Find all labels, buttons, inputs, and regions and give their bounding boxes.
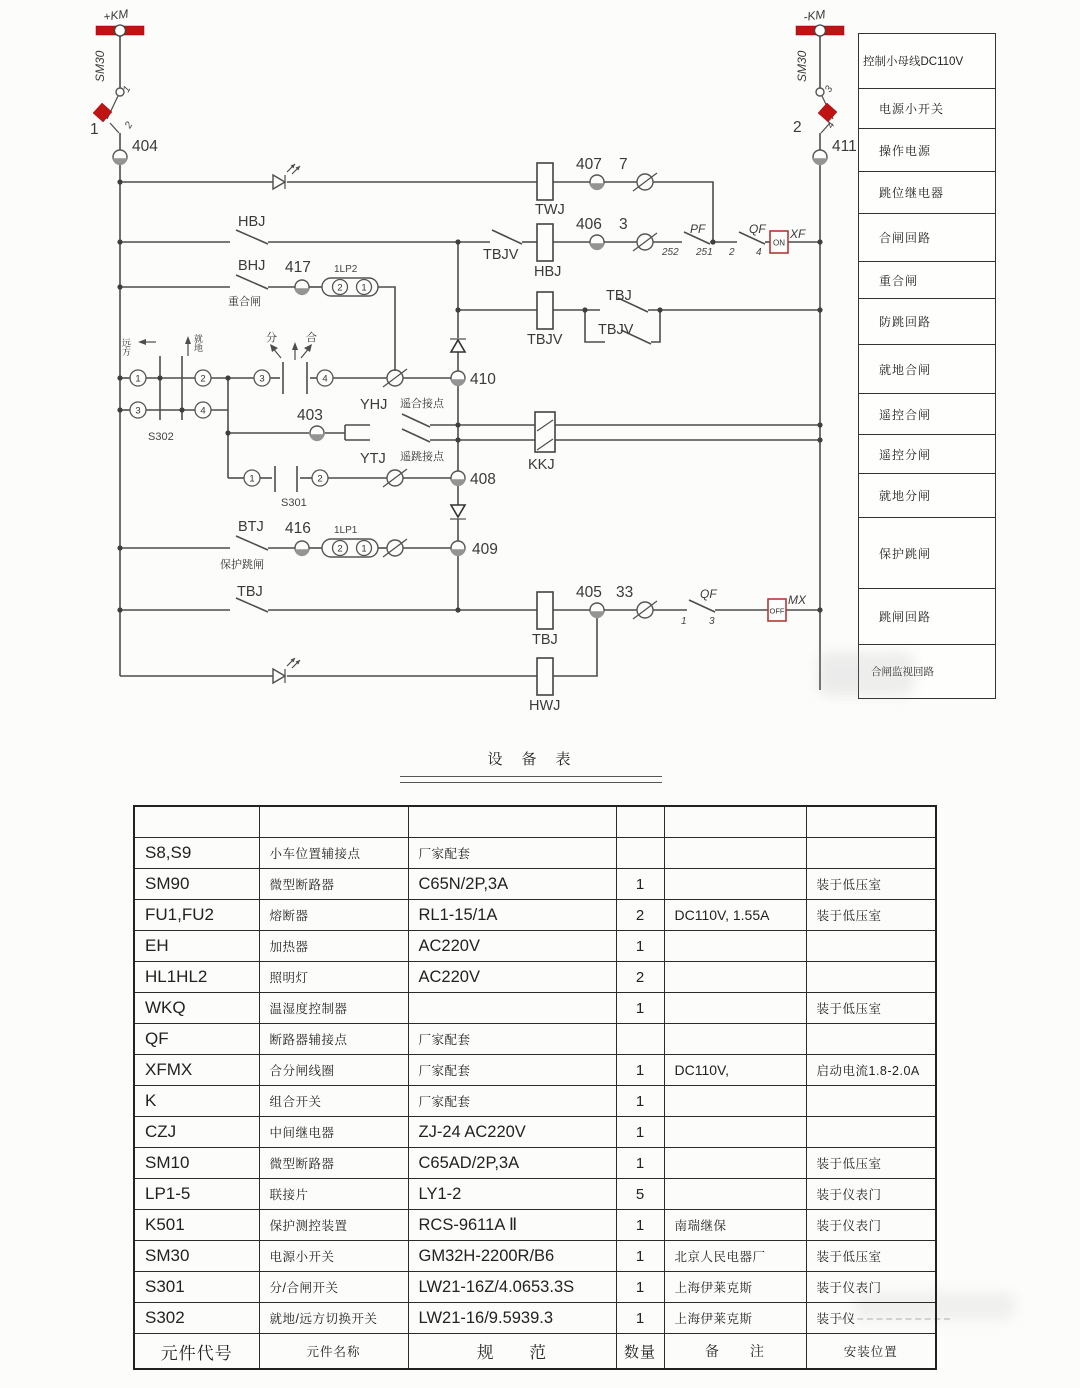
- cell-code: XFMX: [134, 1055, 259, 1086]
- note-label: 合: [306, 332, 317, 344]
- legend-row-label: 保护跳闸: [879, 546, 932, 561]
- link-term: 2: [337, 543, 343, 555]
- terminal-num: 404: [132, 138, 158, 155]
- contact-label: QF: [700, 587, 717, 601]
- twj-coil: [537, 163, 553, 200]
- link-term: 1: [361, 282, 367, 294]
- header-name: 元件名称: [259, 1334, 408, 1370]
- legend-row: [859, 644, 995, 698]
- switch-term: 2: [317, 473, 323, 485]
- cell-remark: 上海伊莱克斯: [664, 1272, 806, 1303]
- legend-row: [859, 393, 995, 434]
- cell-code: QF: [134, 1024, 259, 1055]
- legend-row: [859, 88, 995, 128]
- cell-name: 熔断器: [259, 900, 408, 931]
- switch-term: 4: [322, 373, 328, 385]
- coil-label: XF: [790, 227, 806, 241]
- header-qty: 数量: [616, 1334, 664, 1370]
- cell-name: 联接片: [259, 1179, 408, 1210]
- cell-remark: [664, 962, 806, 993]
- cell-location: 装于低压室: [806, 900, 936, 931]
- cell-name: 组合开关: [259, 1086, 408, 1117]
- cell-remark: [664, 1148, 806, 1179]
- cell-remark: 上海伊莱克斯: [664, 1303, 806, 1334]
- cell-remark: [664, 1086, 806, 1117]
- legend-row-label: 就地合闸: [879, 362, 932, 377]
- table-row: [134, 838, 936, 869]
- lamp-icon: [273, 164, 300, 189]
- pole-num: 2: [793, 119, 802, 136]
- cell-remark: [664, 869, 806, 900]
- cell-name: 合分闸线圈: [259, 1055, 408, 1086]
- cell-spec: C65AD/2P,3A: [408, 1148, 616, 1179]
- cell-code: WKQ: [134, 993, 259, 1024]
- cell-name: 小车位置辅接点: [259, 838, 408, 869]
- terminal-num: 416: [285, 520, 311, 537]
- legend-row: [859, 473, 995, 517]
- relay-label: HWJ: [529, 698, 561, 714]
- contact-num: 2: [123, 120, 136, 131]
- legend-row: [859, 298, 995, 344]
- cell-code: LP1-5: [134, 1179, 259, 1210]
- cell-spec: 厂家配套: [408, 1055, 616, 1086]
- switch-label: S302: [148, 431, 174, 443]
- cell-spec: 厂家配套: [408, 1024, 616, 1055]
- legend-row-label: 合闸回路: [879, 231, 932, 245]
- terminal-num: 417: [285, 259, 311, 276]
- cell-location: 启动电流1.8-2.0A: [806, 1055, 936, 1086]
- sm30-left-breaker: [93, 103, 112, 122]
- note-label: 保护跳闸: [220, 559, 264, 571]
- legend-row: [859, 434, 995, 473]
- sm30-right-breaker: [818, 103, 837, 122]
- contact-label: TBJV: [598, 322, 634, 338]
- cell-code: HL1HL2: [134, 962, 259, 993]
- cell-location: [806, 1024, 936, 1055]
- legend-panel: [858, 33, 996, 699]
- switch-term: 3: [135, 405, 141, 417]
- link-1lp1: [322, 539, 378, 557]
- table-header-row: [134, 1334, 936, 1370]
- contact-label: BTJ: [238, 519, 264, 535]
- cell-qty: [616, 1024, 664, 1055]
- contact-num: 3: [823, 84, 836, 95]
- cell-name: 加热器: [259, 931, 408, 962]
- bus-label: +KM: [102, 6, 130, 24]
- switch-term: 4: [200, 405, 206, 417]
- lamp-icon: [273, 658, 300, 683]
- contact-label: TBJ: [606, 288, 632, 304]
- cell-name: 微型断路器: [259, 869, 408, 900]
- link-term: 2: [337, 282, 343, 294]
- diode-icon: [450, 505, 466, 519]
- legend-row: [859, 213, 995, 261]
- switch-label: S301: [281, 497, 307, 509]
- symbols-group: [93, 25, 844, 695]
- link-label: 1LP2: [334, 264, 358, 275]
- legend-row-label: 防跳回路: [879, 315, 932, 329]
- table-row: [134, 1086, 936, 1117]
- cell-spec: [408, 993, 616, 1024]
- header-location: 安装位置: [806, 1334, 936, 1370]
- cell-location: 装于低压室: [806, 993, 936, 1024]
- cell-remark: [664, 838, 806, 869]
- note-label: 就地: [193, 334, 203, 352]
- relay-label: KKJ: [528, 457, 555, 473]
- cell-qty: 1: [616, 1303, 664, 1334]
- cell-location: 装于低压室: [806, 1148, 936, 1179]
- cell-spec: LW21-16Z/4.0653.3S: [408, 1272, 616, 1303]
- relay-label: TBJV: [527, 332, 563, 348]
- contact-num: 1: [681, 616, 687, 627]
- contact-num: 4: [756, 247, 762, 258]
- legend-row-label: 跳位继电器: [879, 186, 945, 200]
- cell-qty: 1: [616, 1148, 664, 1179]
- cell-qty: 1: [616, 931, 664, 962]
- switch-term: 3: [259, 373, 265, 385]
- cell-qty: 2: [616, 962, 664, 993]
- contact-label: YHJ: [360, 397, 388, 413]
- contact-num: 1: [121, 84, 134, 95]
- cell-name: 照明灯: [259, 962, 408, 993]
- terminal-num: 403: [297, 407, 323, 424]
- link-1lp2: [322, 278, 378, 296]
- cell-code: S301: [134, 1272, 259, 1303]
- contact-num: 252: [662, 247, 679, 258]
- cell-remark: [664, 1024, 806, 1055]
- table-row: [134, 931, 936, 962]
- legend-row: [859, 588, 995, 644]
- contact-num: 7: [619, 156, 628, 173]
- contact-num: 4: [825, 120, 838, 131]
- legend-row-label: 遥控分闸: [879, 447, 932, 462]
- contact-label: QF: [749, 222, 766, 236]
- cell-location: [806, 806, 936, 838]
- contact-label: HBJ: [238, 214, 266, 230]
- terminal-num: 409: [472, 541, 498, 558]
- cell-location: 装于仪表门: [806, 1179, 936, 1210]
- legend-row: [859, 261, 995, 298]
- cell-qty: [616, 838, 664, 869]
- table-row: [134, 1179, 936, 1210]
- cell-spec: RL1-15/1A: [408, 900, 616, 931]
- cell-location: [806, 931, 936, 962]
- header-spec: 规 范: [408, 1334, 616, 1370]
- wires-group: [107, 36, 833, 690]
- cell-qty: 1: [616, 1210, 664, 1241]
- contact-num: 3: [619, 216, 628, 233]
- contact-label: TBJV: [483, 247, 519, 263]
- cell-spec: LW21-16/9.5939.3: [408, 1303, 616, 1334]
- header-remark: 备 注: [664, 1334, 806, 1370]
- cell-qty: 1: [616, 1055, 664, 1086]
- contact-label: TBJ: [237, 584, 263, 600]
- relay-label: HBJ: [534, 264, 562, 280]
- cell-location: [806, 838, 936, 869]
- cell-code: SM10: [134, 1148, 259, 1179]
- cell-name: 分/合闸开关: [259, 1272, 408, 1303]
- cell-qty: 2: [616, 900, 664, 931]
- cell-spec: 厂家配套: [408, 838, 616, 869]
- cell-code: EH: [134, 931, 259, 962]
- section-title: 设 备 表: [487, 751, 573, 768]
- link-label: 1LP1: [334, 525, 358, 536]
- legend-row: [859, 128, 995, 171]
- cell-location: 装于仪表门: [806, 1272, 936, 1303]
- terminal-num: 410: [470, 371, 496, 388]
- cell-code: [134, 806, 259, 838]
- cell-qty: 1: [616, 1086, 664, 1117]
- table-row: [134, 806, 936, 838]
- cell-name: 保护测控装置: [259, 1210, 408, 1241]
- table-row: [134, 1210, 936, 1241]
- cell-code: S302: [134, 1303, 259, 1334]
- coil-inner-label: ON: [773, 238, 785, 248]
- note-label: 远方: [121, 338, 131, 356]
- link-term: 1: [361, 543, 367, 555]
- terminal-num: 405: [576, 584, 602, 601]
- hbj-coil: [537, 224, 553, 261]
- contact-num: 3: [709, 616, 715, 627]
- switch-term: 2: [200, 373, 206, 385]
- cell-spec: GM32H-2200R/B6: [408, 1241, 616, 1272]
- tbj-coil: [537, 592, 553, 629]
- note-label: 重合闸: [228, 296, 261, 308]
- legend-row-label: 操作电源: [879, 143, 932, 158]
- cell-name: 电源小开关: [259, 1241, 408, 1272]
- cell-name: 微型断路器: [259, 1148, 408, 1179]
- table-row: [134, 1117, 936, 1148]
- cell-location: [806, 962, 936, 993]
- table-row: [134, 993, 936, 1024]
- terminal-num: 408: [470, 471, 496, 488]
- note-label: 分: [266, 332, 277, 344]
- pole-num: 1: [90, 121, 99, 138]
- table-row: [134, 1055, 936, 1086]
- cell-qty: 1: [616, 1117, 664, 1148]
- note-label: 遥跳接点: [400, 451, 444, 463]
- diode-icon: [450, 339, 466, 352]
- table-row: [134, 900, 936, 931]
- bus-label: -KM: [802, 7, 827, 24]
- terminal-num: 406: [576, 216, 602, 233]
- cell-code: SM30: [134, 1241, 259, 1272]
- table-row: [134, 1024, 936, 1055]
- cell-code: K501: [134, 1210, 259, 1241]
- cell-name: 温湿度控制器: [259, 993, 408, 1024]
- cell-location: 装于仪: [806, 1303, 936, 1334]
- legend-row-label: 控制小母线DC110V: [863, 56, 964, 68]
- cell-name: [259, 806, 408, 838]
- title-rule: [400, 776, 662, 777]
- note-label: 遥合接点: [400, 398, 444, 410]
- switch-term: 1: [249, 473, 255, 485]
- cell-spec: ZJ-24 AC220V: [408, 1117, 616, 1148]
- cell-remark: [664, 1117, 806, 1148]
- contact-label: YTJ: [360, 451, 386, 467]
- contact-num: 2: [729, 247, 735, 258]
- table-row: [134, 1303, 936, 1334]
- relay-label: TBJ: [532, 632, 558, 648]
- legend-row-label: 跳闸回路: [879, 610, 932, 624]
- cell-code: SM90: [134, 869, 259, 900]
- cell-spec: RCS-9611A Ⅱ: [408, 1210, 616, 1241]
- table-row: [134, 869, 936, 900]
- cell-qty: 1: [616, 1272, 664, 1303]
- cell-remark: 南瑞继保: [664, 1210, 806, 1241]
- cell-location: 装于低压室: [806, 1241, 936, 1272]
- terminal-num: 411: [832, 138, 857, 155]
- legend-row: [859, 344, 995, 393]
- cell-name: 中间继电器: [259, 1117, 408, 1148]
- cell-qty: 1: [616, 1241, 664, 1272]
- coil-label: MX: [788, 593, 806, 607]
- cell-spec: [408, 806, 616, 838]
- cell-spec: 厂家配套: [408, 1086, 616, 1117]
- sm30-label: SM30: [93, 50, 107, 82]
- legend-row: [859, 517, 995, 588]
- cell-qty: 1: [616, 993, 664, 1024]
- coil-inner-label: OFF: [769, 606, 785, 616]
- cell-remark: [664, 993, 806, 1024]
- cell-qty: 1: [616, 869, 664, 900]
- cell-remark: [664, 931, 806, 962]
- table-row: [134, 1148, 936, 1179]
- cell-qty: 5: [616, 1179, 664, 1210]
- cell-remark: DC110V,: [664, 1055, 806, 1086]
- cell-name: 断路器辅接点: [259, 1024, 408, 1055]
- cell-qty: [616, 806, 664, 838]
- labels-group: [90, 7, 857, 714]
- contact-label: PF: [690, 222, 706, 236]
- contact-num: 251: [696, 247, 713, 258]
- header-code: 元件代号: [134, 1334, 259, 1370]
- legend-row-label: 合闸监视回路: [871, 666, 934, 678]
- switch-term: 1: [135, 373, 141, 385]
- kkj-coil: [535, 412, 555, 452]
- cell-spec: LY1-2: [408, 1179, 616, 1210]
- cell-remark: [664, 806, 806, 838]
- cell-location: 装于低压室: [806, 869, 936, 900]
- equipment-table: [133, 805, 937, 1370]
- tbjv-coil: [537, 292, 553, 329]
- cell-code: CZJ: [134, 1117, 259, 1148]
- contact-num: 33: [616, 584, 634, 601]
- sm30-label: SM30: [795, 50, 809, 82]
- cell-spec: C65N/2P,3A: [408, 869, 616, 900]
- table-row: [134, 962, 936, 993]
- terminal-num: 407: [576, 156, 602, 173]
- relay-label: TWJ: [535, 202, 565, 218]
- cell-location: [806, 1086, 936, 1117]
- legend-row: [859, 34, 995, 88]
- cell-location: 装于仪表门: [806, 1210, 936, 1241]
- hwj-coil: [537, 658, 553, 695]
- cell-location: [806, 1117, 936, 1148]
- legend-row-label: 就地分闸: [879, 489, 932, 503]
- table-row: [134, 1272, 936, 1303]
- title-rule: [400, 782, 662, 783]
- cell-remark: [664, 1179, 806, 1210]
- cell-spec: AC220V: [408, 931, 616, 962]
- legend-row-label: 遥控合闸: [879, 407, 932, 422]
- contact-label: BHJ: [238, 258, 266, 274]
- cell-code: K: [134, 1086, 259, 1117]
- cell-code: FU1,FU2: [134, 900, 259, 931]
- cell-code: S8,S9: [134, 838, 259, 869]
- cell-remark: DC110V, 1.55A: [664, 900, 806, 931]
- legend-row-label: 重合闸: [879, 273, 919, 288]
- table-row: [134, 1241, 936, 1272]
- cell-remark: 北京人民电器厂: [664, 1241, 806, 1272]
- cell-name: 就地/远方切换开关: [259, 1303, 408, 1334]
- legend-row-label: 电源小开关: [879, 102, 945, 116]
- cell-spec: AC220V: [408, 962, 616, 993]
- legend-row: [859, 171, 995, 213]
